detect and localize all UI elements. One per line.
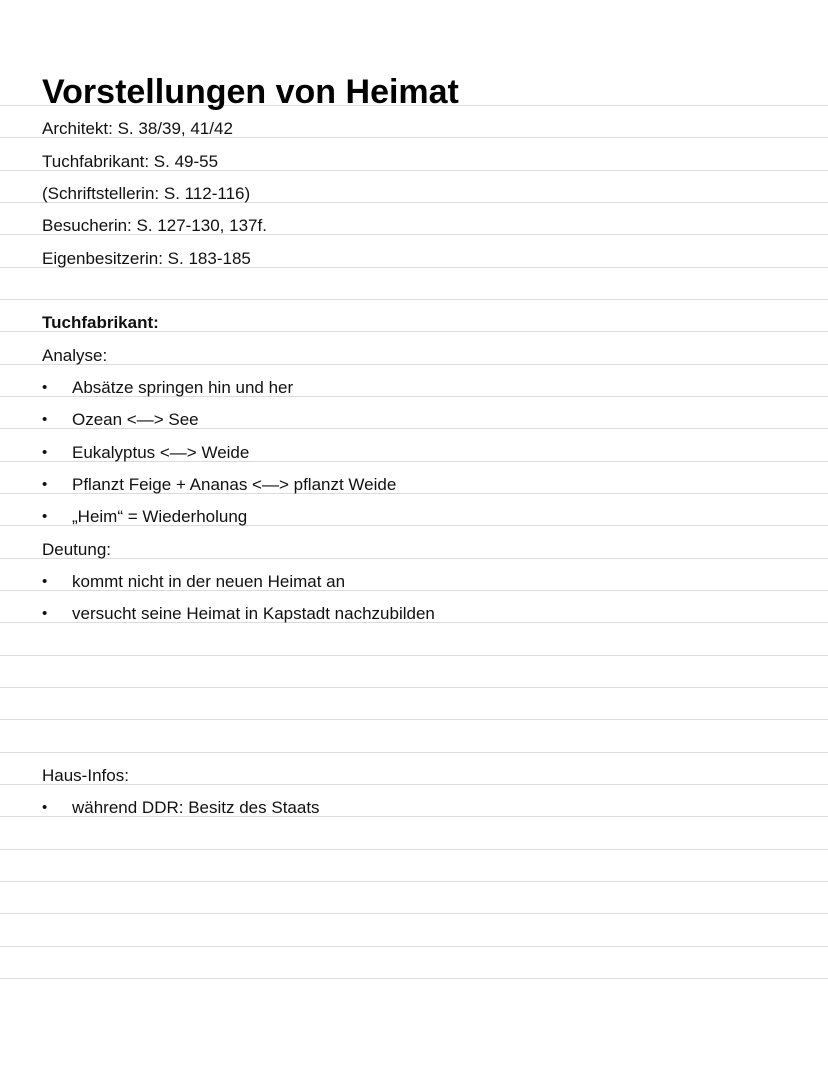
line-text: Eigenbesitzerin: S. 183-185 (42, 248, 251, 268)
ruled-line (0, 849, 828, 850)
line-text: Absätze springen hin und her (72, 377, 294, 397)
note-body (0, 105, 828, 816)
line-text: Analyse: (42, 345, 108, 365)
text-line (0, 525, 828, 557)
line-text: Ozean <—> See (72, 410, 199, 430)
text-line (0, 170, 828, 202)
bullet-icon: • (42, 572, 48, 590)
ruled-line (0, 978, 828, 979)
ruled-line (0, 913, 828, 914)
line-text: während DDR: Besitz des Staats (72, 798, 320, 818)
line-text: kommt nicht in der neuen Heimat an (72, 571, 346, 591)
bullet-icon: • (42, 378, 48, 396)
blank-line (0, 622, 828, 654)
bullet-item (0, 784, 828, 816)
line-text: Haus-Infos: (42, 765, 129, 785)
bullet-item (0, 493, 828, 525)
line-text: „Heim“ = Wiederholung (72, 507, 248, 527)
bullet-icon: • (42, 605, 48, 623)
text-line (0, 752, 828, 784)
bullet-item (0, 590, 828, 622)
bullet-icon: • (42, 799, 48, 817)
line-text: Architekt: S. 38/39, 41/42 (42, 119, 233, 139)
bullet-icon: • (42, 443, 48, 461)
line-text: Besucherin: S. 127-130, 137f. (42, 216, 267, 236)
bullet-icon: • (42, 508, 48, 526)
blank-line (0, 267, 828, 299)
section-heading (0, 299, 828, 331)
bullet-item (0, 428, 828, 460)
bullet-item (0, 461, 828, 493)
line-text: Eukalyptus <—> Weide (72, 442, 250, 462)
bullet-item (0, 558, 828, 590)
text-line (0, 137, 828, 169)
text-line (0, 202, 828, 234)
bullet-icon: • (42, 475, 48, 493)
blank-line (0, 687, 828, 719)
page-title: Vorstellungen von Heimat (42, 73, 459, 111)
text-line (0, 105, 828, 137)
line-text: Pflanzt Feige + Ananas <—> pflanzt Weide (72, 474, 397, 494)
text-line (0, 234, 828, 266)
line-text: Tuchfabrikant: (42, 313, 159, 333)
ruled-line (0, 881, 828, 882)
text-line (0, 331, 828, 363)
line-text: Deutung: (42, 539, 111, 559)
blank-line (0, 719, 828, 751)
line-text: versucht seine Heimat in Kapstadt nachzubilden (72, 604, 435, 624)
line-text: Tuchfabrikant: S. 49-55 (42, 151, 219, 171)
bullet-icon: • (42, 411, 48, 429)
bullet-item (0, 396, 828, 428)
blank-line (0, 655, 828, 687)
line-text: (Schriftstellerin: S. 112-116) (42, 183, 251, 203)
ruled-line (0, 946, 828, 947)
bullet-item (0, 364, 828, 396)
